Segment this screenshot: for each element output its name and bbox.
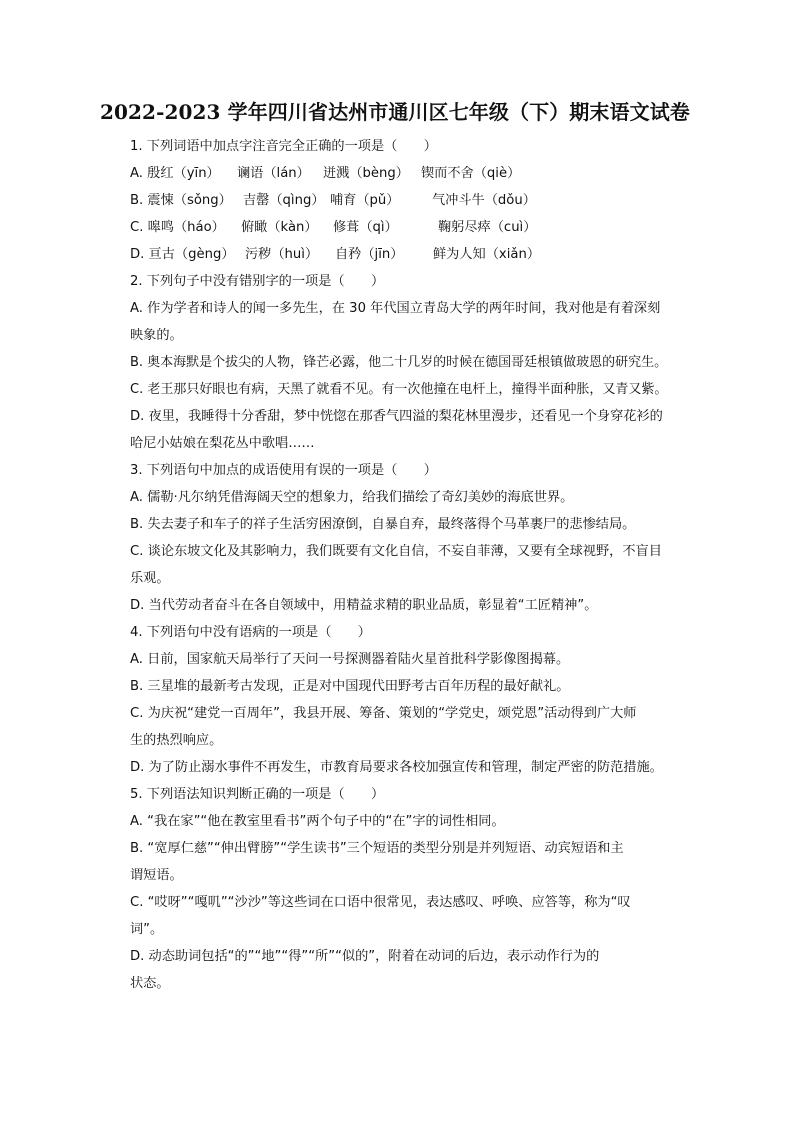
question-4-option-a: A. 日前，国家航天局举行了天问一号探测器着陆火星首批科学影像图揭幕。 (130, 652, 570, 667)
question-3-option-b: B. 失去妻子和车子的祥子生活穷困潦倒，自暴自弃，最终落得个马革裹尸的悲惨结局。 (130, 517, 636, 532)
question-2-option-d-cont: 哈尼小姑娘在梨花丛中歌唱…… (130, 436, 315, 451)
question-3-option-d: D. 当代劳动者奋斗在各自领域中，用精益求精的职业品质，彰显着“工匠精神”。 (130, 598, 598, 613)
question-4-option-c-cont: 生的热烈响应。 (130, 733, 223, 748)
option-word: 鲜为人知（xiǎn） (433, 247, 541, 262)
question-1-option-b (130, 191, 536, 211)
question-1-stem: 1. 下列词语中加点字注音完全正确的一项是（ ） (130, 139, 437, 154)
question-3-option-a: A. 儒勒·凡尔纳凭借海阔天空的想象力，给我们描绘了奇幻美妙的海底世界。 (130, 490, 574, 505)
question-5-option-b-cont: 谓短语。 (130, 868, 183, 883)
question-4-stem: 4. 下列语句中没有语病的一项是（ ） (130, 625, 371, 640)
option-word: 鞠躬尽瘁（cuì） (438, 220, 537, 235)
option-word: 吉罄（qìng） (243, 193, 325, 208)
option-word: 污秽（huì） (245, 247, 319, 262)
question-2-option-c: C. 老王那只好眼也有病，天黑了就看不见。有一次他撞在电杆上，撞得半面种胀，又青又紫。 (130, 382, 668, 397)
question-4-option-c: C. 为庆祝“建党一百周年”，我县开展、筹备、策划的“学党史，颂党恩”活动得到广大师 (130, 706, 637, 721)
option-word: C. 嗥鸣（háo） (130, 220, 225, 235)
question-5-option-b: B. “宽厚仁慈”“伸出臂膀”“学生读书”三个短语的类型分别是并列短语、动宾短语和主 (130, 841, 624, 856)
question-1-option-c (130, 218, 536, 238)
option-word: 哺育（pǔ） (330, 193, 400, 208)
question-5-option-d-cont: 状态。 (130, 976, 170, 991)
option-word: 谰语（lán） (237, 166, 310, 181)
question-5-option-a: A. “我在家”“他在教室里看书”两个句子中的“在”字的词性相同。 (130, 814, 505, 829)
question-3-option-c: C. 谈论东坡文化及其影响力，我们既要有文化自信，不妄自菲薄，又要有全球视野，不盲目 (130, 544, 662, 559)
question-2-option-d: D. 夜里，我睡得十分香甜，梦中恍惚在那香气四溢的梨花林里漫步，还看见一个身穿花衫的 (130, 409, 663, 424)
option-word: 锲而不舍（qiè） (421, 166, 521, 181)
question-5-stem: 5. 下列语法知识判断正确的一项是（ ） (130, 787, 385, 802)
question-5-option-c: C. “哎呀”“嘎叽”“沙沙”等这些词在口语中很常见，表达感叹、呼唤、应答等，称为“叹 (130, 895, 631, 910)
question-4-option-d: D. 为了防止溺水事件不再发生，市教育局要求各校加强宣传和管理，制定严密的防范措施。 (130, 760, 663, 775)
question-5-option-c-cont: 词”。 (130, 922, 164, 937)
option-word: 俯瞰（kàn） (241, 220, 318, 235)
question-5-option-d: D. 动态助词包括“的”“地”“得”“所”“似的”，附着在动词的后边，表示动作行为的 (130, 949, 600, 964)
question-2-option-a-cont: 映象的。 (130, 328, 183, 343)
question-3-option-c-cont: 乐观。 (130, 571, 170, 586)
question-2-option-a: A. 作为学者和诗人的闻一多先生，在 30 年代国立青岛大学的两年时间，我对他是有着深刻 (130, 301, 661, 316)
question-1-option-a (130, 164, 520, 184)
option-word: 迸溅（bèng） (323, 166, 409, 181)
question-4-option-b: B. 三星堆的最新考古发现，正是对中国现代田野考古百年历程的最好献礼。 (130, 679, 570, 694)
option-word: 自矜（jīn） (335, 247, 404, 262)
option-word: A. 殷红（yīn） (130, 166, 220, 181)
option-word: B. 震悚（sǒng） (130, 193, 232, 208)
option-word: 修葺（qì） (333, 220, 398, 235)
question-3-stem: 3. 下列语句中加点的成语使用有误的一项是（ ） (130, 463, 437, 478)
question-2-stem: 2. 下列句子中没有错别字的一项是（ ） (130, 274, 385, 289)
option-word: D. 亘古（gèng） (130, 247, 235, 262)
question-1-option-d (130, 245, 540, 265)
question-2-option-b: B. 奥本海默是个拔尖的人物，锋芒必露，他二十几岁的时候在德国哥廷根镇做玻恩的研究生。 (130, 355, 668, 370)
option-word: 气冲斗牛（dǒu） (432, 193, 536, 208)
page-title: 2022-2023 学年四川省达州市通川区七年级（下）期末语文试卷 (100, 100, 690, 124)
